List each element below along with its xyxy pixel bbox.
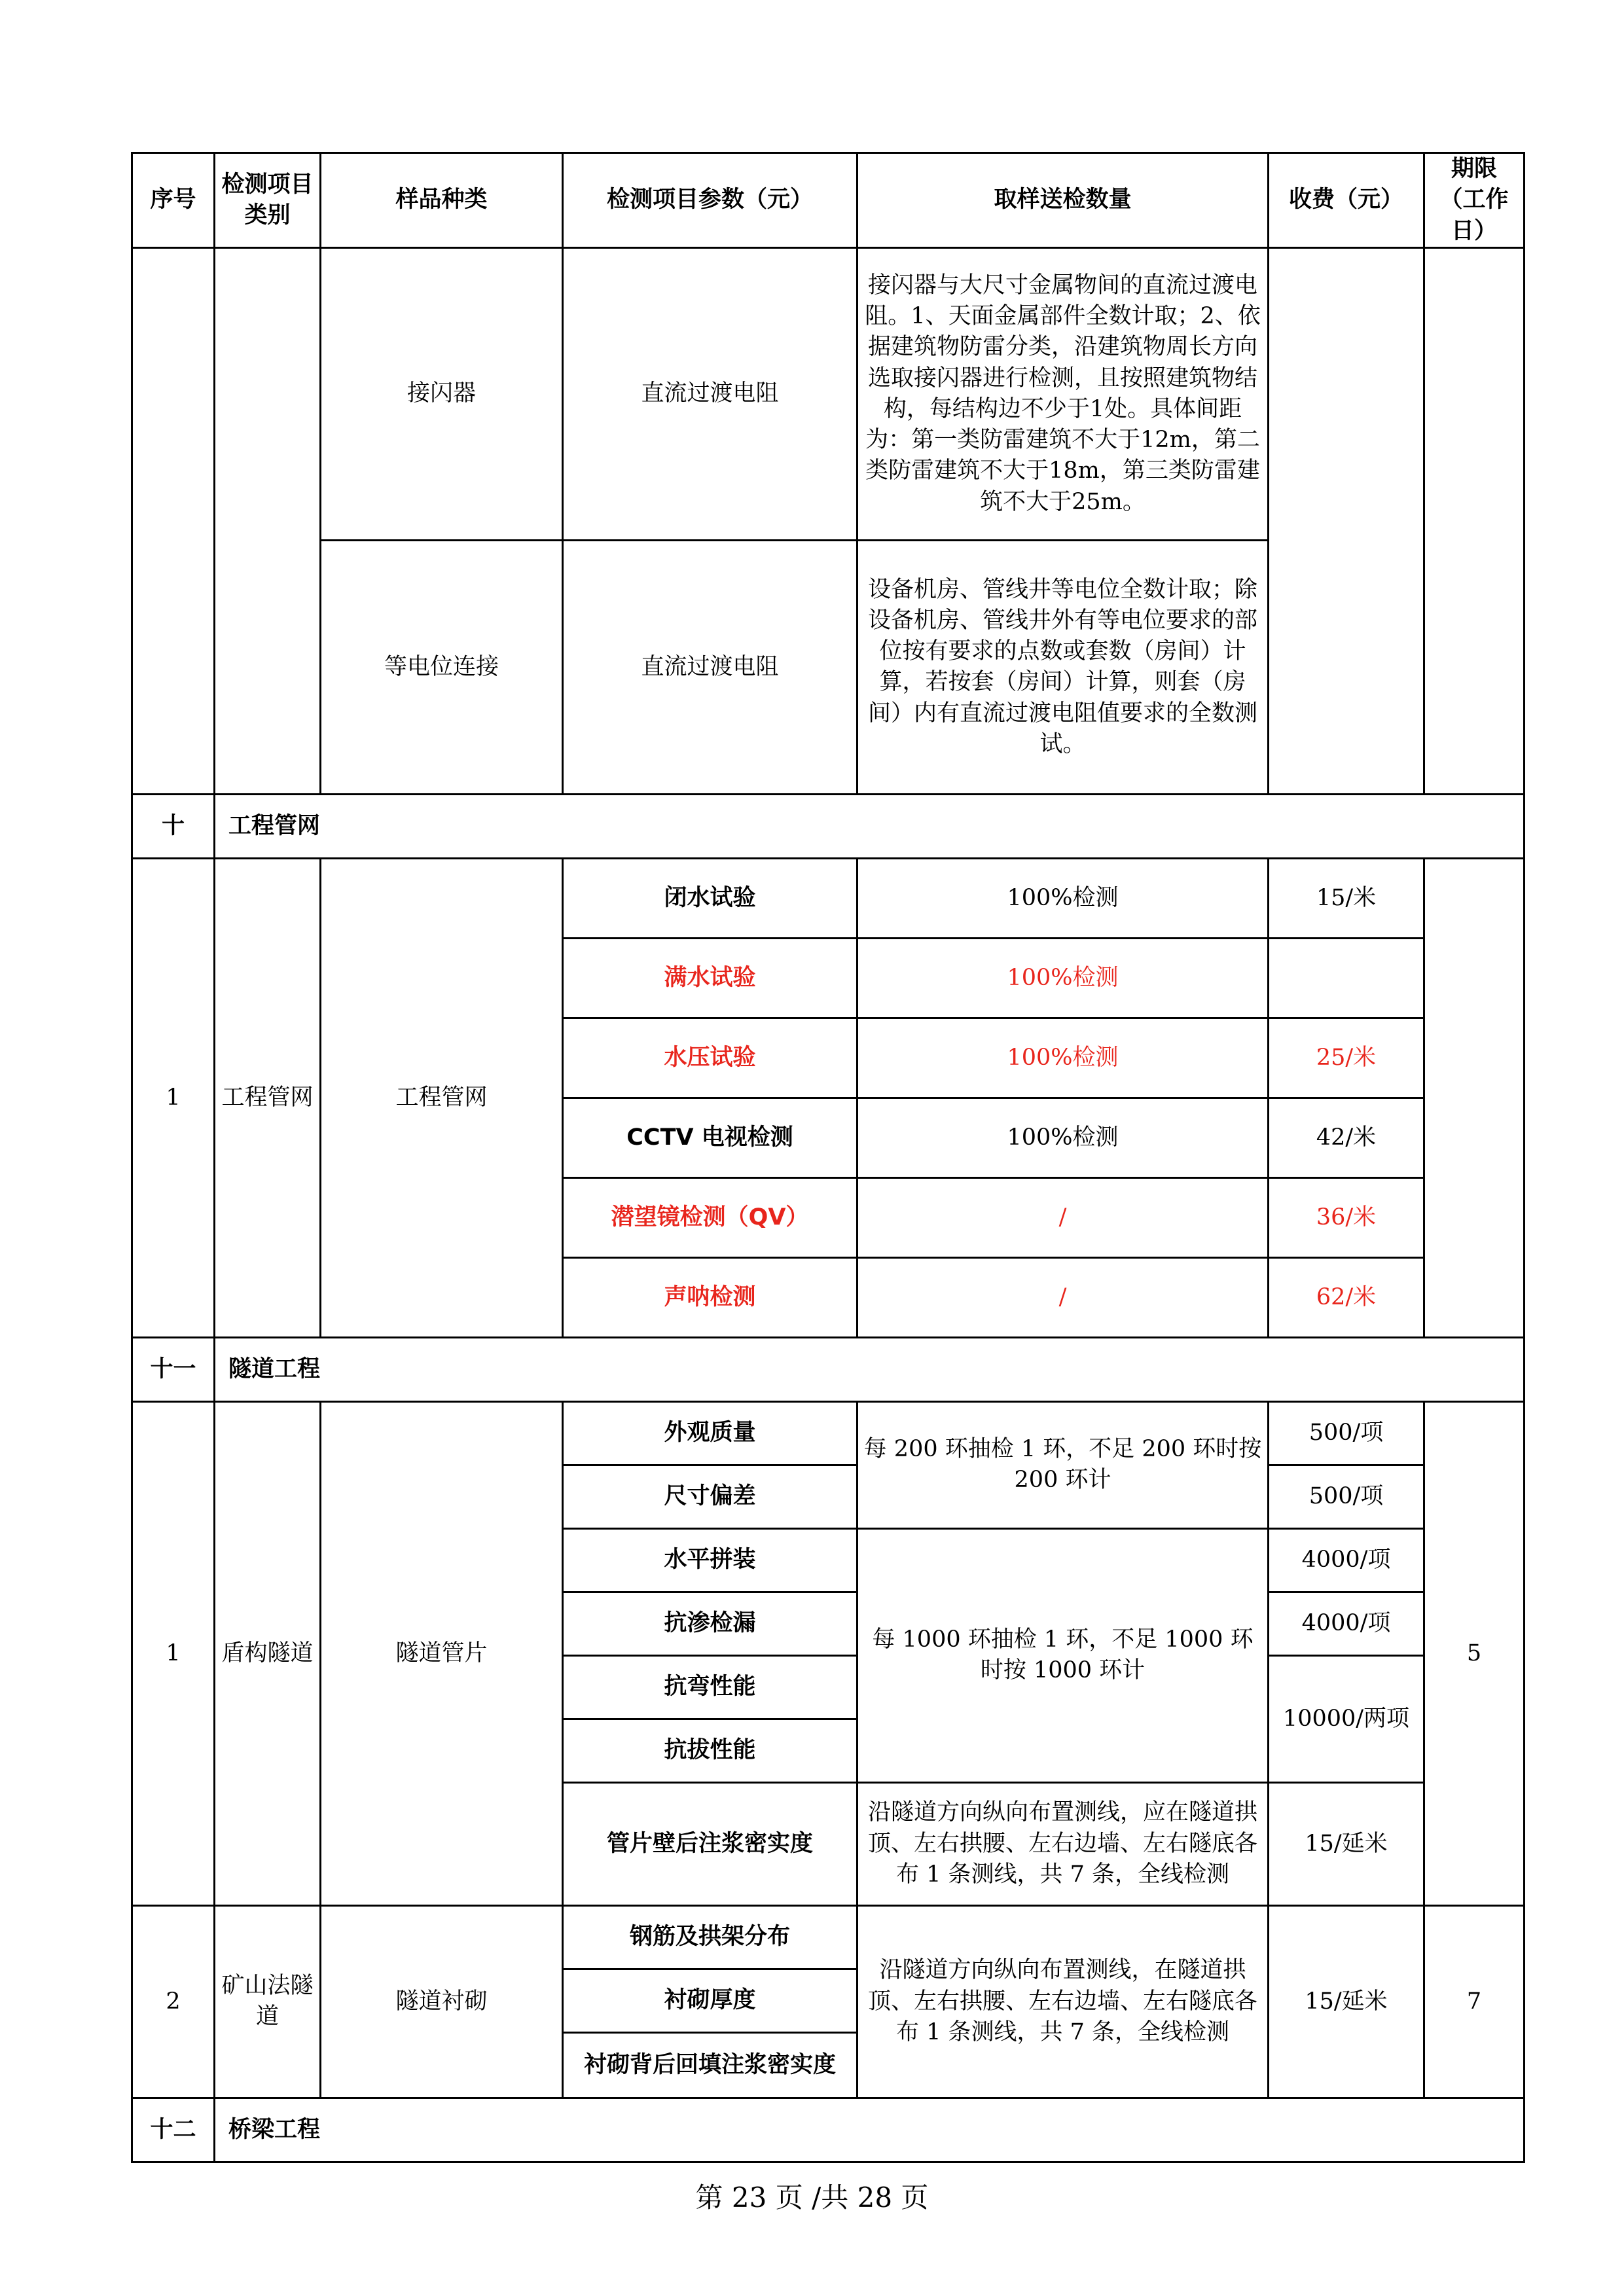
param-cell: 直流过渡电阻 [563, 540, 857, 794]
sample-cell: 隧道衬砌 [321, 1905, 563, 2098]
sample-cell: 接闪器 [321, 247, 563, 540]
empty-cell [215, 247, 321, 794]
section-title: 隧道工程 [215, 1337, 1525, 1401]
category-cell: 工程管网 [215, 858, 321, 1337]
term-cell: 7 [1424, 1905, 1525, 2098]
section-row [132, 1337, 1525, 1401]
fee-cell: 15/延米 [1269, 1782, 1424, 1905]
quantity-cell: 接闪器与大尺寸金属物间的直流过渡电阻。1、天面金属部件全数计取；2、依据建筑物防雷分类，沿建筑物周长方向选取接闪器进行检测，且按照建筑物结构，每结构边不少于1处。具体间距为：第一类防雷建筑不大于12m，第二类防雷建筑不大于18m，第三类防雷建筑不大于25m。 [857, 247, 1269, 540]
empty-cell [1269, 247, 1424, 794]
param-cell: 外观质量 [563, 1401, 857, 1465]
section-number: 十二 [132, 2098, 215, 2162]
footer-page-number: 23 [731, 2181, 767, 2214]
header-term: 期限（工作日） [1424, 153, 1525, 248]
param-cell: 水压试验 [563, 1018, 857, 1098]
header-param: 检测项目参数（元） [563, 153, 857, 248]
param-cell: 闭水试验 [563, 858, 857, 938]
serial-cell: 2 [132, 1905, 215, 2098]
header-serial: 序号 [132, 153, 215, 248]
quantity-cell: 设备机房、管线井等电位全数计取；除设备机房、管线井外有等电位要求的部位按有要求的点数或套数（房间）计算，若按套（房间）计算，则套（房间）内有直流过渡电阻值要求的全数测试。 [857, 540, 1269, 794]
section-row [132, 794, 1525, 858]
fee-cell: 62/米 [1269, 1257, 1424, 1337]
param-cell: 抗弯性能 [563, 1655, 857, 1719]
section-row [132, 2098, 1525, 2162]
fee-cell: 10000/两项 [1269, 1655, 1424, 1782]
header-fee: 收费（元） [1269, 153, 1424, 248]
quantity-cell: 沿隧道方向纵向布置测线，在隧道拱顶、左右拱腰、左右边墙、左右隧底各布 1 条测线，共 7 条，全线检测 [857, 1905, 1269, 2098]
param-cell: 衬砌厚度 [563, 1969, 857, 2032]
serial-cell: 1 [132, 1401, 215, 1905]
empty-cell [1424, 858, 1525, 1337]
category-cell: 矿山法隧道 [215, 1905, 321, 2098]
fee-cell: 25/米 [1269, 1018, 1424, 1098]
footer-mid: 页 /共 [775, 2181, 849, 2214]
header-row [132, 153, 1525, 248]
param-cell: 抗拔性能 [563, 1719, 857, 1782]
param-cell: 声呐检测 [563, 1257, 857, 1337]
sample-cell: 工程管网 [321, 858, 563, 1337]
fee-cell [1269, 938, 1424, 1018]
param-cell: 水平拼装 [563, 1528, 857, 1592]
table-row [132, 1401, 1525, 1465]
fee-cell: 15/米 [1269, 858, 1424, 938]
param-cell: 直流过渡电阻 [563, 247, 857, 540]
param-cell: 抗渗检漏 [563, 1592, 857, 1655]
param-cell: 尺寸偏差 [563, 1465, 857, 1528]
table-row [132, 247, 1525, 540]
sample-cell: 等电位连接 [321, 540, 563, 794]
quantity-cell: / [857, 1257, 1269, 1337]
param-cell: 衬砌背后回填注浆密实度 [563, 2032, 857, 2098]
quantity-cell: 100%检测 [857, 858, 1269, 938]
footer-total-pages: 28 [857, 2181, 893, 2214]
category-cell: 盾构隧道 [215, 1401, 321, 1905]
fee-cell: 4000/项 [1269, 1528, 1424, 1592]
quantity-cell: 100%检测 [857, 1098, 1269, 1177]
empty-cell [1424, 247, 1525, 794]
table-row [132, 858, 1525, 938]
section-number: 十 [132, 794, 215, 858]
table-row [132, 1905, 1525, 1969]
page-footer [0, 2176, 1624, 2215]
section-number: 十一 [132, 1337, 215, 1401]
fee-schedule-table [131, 152, 1525, 2163]
quantity-cell: 沿隧道方向纵向布置测线，应在隧道拱顶、左右拱腰、左右边墙、左右隧底各布 1 条测线，共 7 条，全线检测 [857, 1782, 1269, 1905]
fee-cell: 42/米 [1269, 1098, 1424, 1177]
term-cell: 5 [1424, 1401, 1525, 1905]
fee-cell: 36/米 [1269, 1177, 1424, 1257]
fee-cell: 500/项 [1269, 1465, 1424, 1528]
fee-cell: 500/项 [1269, 1401, 1424, 1465]
param-cell: 潜望镜检测（QV） [563, 1177, 857, 1257]
header-quantity: 取样送检数量 [857, 153, 1269, 248]
footer-suffix: 页 [901, 2181, 929, 2214]
param-cell: CCTV 电视检测 [563, 1098, 857, 1177]
section-title: 桥梁工程 [215, 2098, 1525, 2162]
fee-cell: 4000/项 [1269, 1592, 1424, 1655]
fee-cell: 15/延米 [1269, 1905, 1424, 2098]
serial-cell: 1 [132, 858, 215, 1337]
header-category: 检测项目类别 [215, 153, 321, 248]
param-cell: 满水试验 [563, 938, 857, 1018]
footer-prefix: 第 [695, 2181, 723, 2214]
quantity-cell: 100%检测 [857, 1018, 1269, 1098]
header-sample: 样品种类 [321, 153, 563, 248]
empty-cell [132, 247, 215, 794]
quantity-cell: / [857, 1177, 1269, 1257]
param-cell: 钢筋及拱架分布 [563, 1905, 857, 1969]
quantity-cell: 100%检测 [857, 938, 1269, 1018]
quantity-cell: 每 200 环抽检 1 环，不足 200 环时按 200 环计 [857, 1401, 1269, 1528]
quantity-cell: 每 1000 环抽检 1 环，不足 1000 环时按 1000 环计 [857, 1528, 1269, 1782]
section-title: 工程管网 [215, 794, 1525, 858]
param-cell: 管片壁后注浆密实度 [563, 1782, 857, 1905]
sample-cell: 隧道管片 [321, 1401, 563, 1905]
